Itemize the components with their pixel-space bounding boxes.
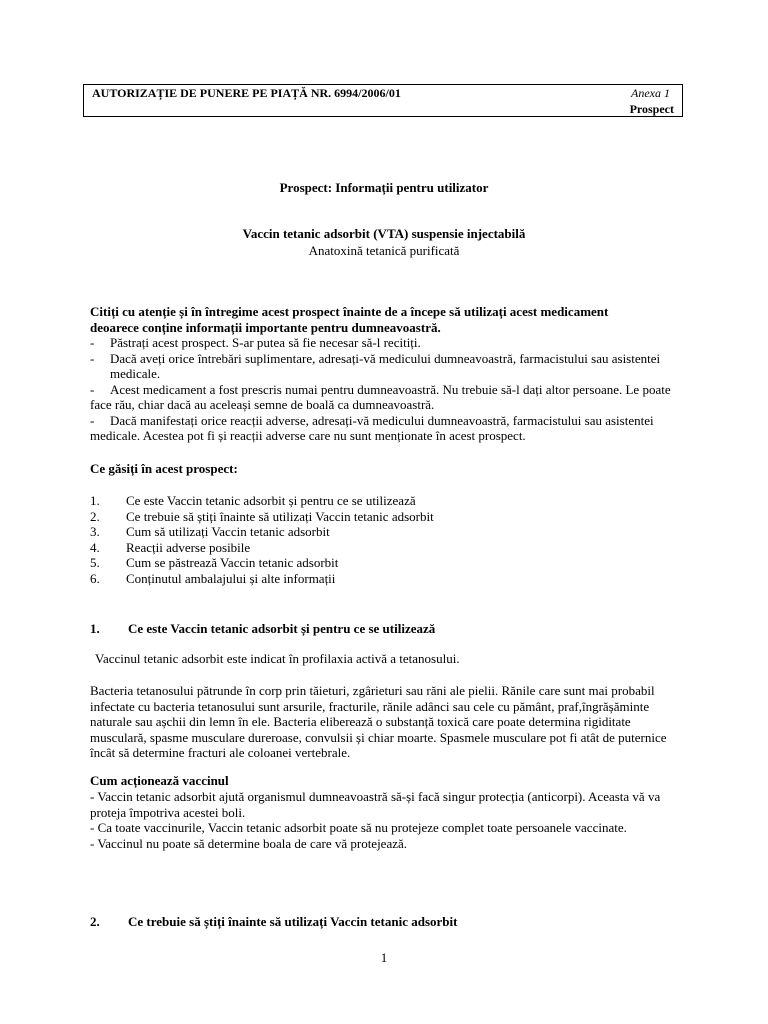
toc-text: Cum să utilizați Vaccin tetanic adsorbit xyxy=(126,524,330,539)
toc-list xyxy=(90,493,690,586)
list-item-text: Păstrați acest prospect. S-ar putea să fie necesar să-l recitiți. xyxy=(110,335,421,350)
list-dash: - xyxy=(90,381,95,397)
section-2-heading xyxy=(90,914,457,930)
toc-number: 4. xyxy=(90,539,100,555)
toc-number: 1. xyxy=(90,493,100,508)
how-vaccine-works-item: - Vaccin tetanic adsorbit ajută organismul dumneavoastră să-și facă singur protecția (anticorpi). Aceasta vă va proteja împotriva acestei boli. xyxy=(90,789,661,820)
toc-text: Reacții adverse posibile xyxy=(126,539,251,555)
intro-bold-line-1: Citiți cu atenție și în întregime acest prospect înainte de a începe să utilizați acest medicament xyxy=(90,304,609,319)
list-item-text: Acest medicament a fost prescris numai pentru dumneavoastră. Nu trebuie să-l dați altor persoane. Le poate face rău, chiar dacă au aceleași semne de boală ca dumneavoastră. xyxy=(90,381,671,412)
product-subtitle: Anatoxină tetanică purificată xyxy=(308,243,460,258)
list-item xyxy=(90,413,695,444)
product-name: Vaccin tetanic adsorbit (VTA) suspensie injectabilă xyxy=(242,226,526,241)
section-1-number: 1. xyxy=(90,621,100,636)
intro-block xyxy=(90,304,695,444)
prospect-tag: Prospect xyxy=(629,102,674,116)
list-item xyxy=(90,382,695,413)
authorization-number: AUTORIZAȚIE DE PUNERE PE PIAȚĂ NR. 6994/2006/01 xyxy=(92,86,401,100)
how-vaccine-works-item: - Vaccinul nu poate să determine boala de care vă protejează. xyxy=(90,835,408,851)
authorization-header-box xyxy=(83,84,683,117)
annex-label: Anexa 1 xyxy=(631,86,670,100)
section-2-number: 2. xyxy=(90,914,100,929)
toc-number: 2. xyxy=(90,508,100,524)
how-vaccine-works-heading: Cum acționează vaccinul xyxy=(90,773,229,788)
toc-text: Ce trebuie să știți înainte să utilizați Vaccin tetanic adsorbit xyxy=(126,508,434,524)
list-dash: - xyxy=(90,335,95,350)
list-dash: - xyxy=(90,412,95,428)
section-1-heading xyxy=(90,621,435,637)
toc-number: 3. xyxy=(90,524,100,539)
toc-heading: Ce găsiți în acest prospect: xyxy=(90,461,238,476)
toc-item xyxy=(90,555,690,571)
toc-number: 5. xyxy=(90,555,100,570)
toc-item xyxy=(90,540,690,556)
toc-text: Ce este Vaccin tetanic adsorbit și pentru ce se utilizează xyxy=(126,493,416,508)
section-1-paragraph-2: Bacteria tetanosului pătrunde în corp prin tăieturi, zgârieturi sau răni ale pielii. Rănile care sunt mai probabil infectate cu bacteria tetanosului sunt arsurile, fracturile, rănile adânci sau cele cu pământ, praf,îngrășăminte naturale sau așchii din lemn în ele. Bacteria eliberează o substanță toxică care poate determina rigiditate musculară, spasme musculare dureroase, convulsii și chiar moarte. Spasmele musculare pot fi atât de puternice încât să determine fracturi ale coloanei vertebrale. xyxy=(90,683,667,760)
toc-text: Cum se păstrează Vaccin tetanic adsorbit xyxy=(126,555,339,570)
toc-item xyxy=(90,493,690,509)
page-number: 1 xyxy=(380,950,388,965)
toc-text: Conținutul ambalajului și alte informații xyxy=(126,570,336,586)
toc-item xyxy=(90,571,690,587)
toc-item xyxy=(90,509,690,525)
intro-bold-line-2: deoarece conține informații importante pentru dumneavoastră. xyxy=(90,319,441,335)
section-1-paragraph-1: Vaccinul tetanic adsorbit este indicat în profilaxia activă a tetanosului. xyxy=(95,651,460,666)
toc-item xyxy=(90,524,690,540)
how-vaccine-works-item: - Ca toate vaccinurile, Vaccin tetanic adsorbit poate să nu protejeze complet toate persoanele vaccinate. xyxy=(90,820,627,835)
how-vaccine-works-list xyxy=(90,789,680,851)
list-item xyxy=(90,351,695,382)
list-item-text: Dacă aveți orice întrebări suplimentare, adresați-vă medicului dumneavoastră, farmacistului sau asistentei medicale. xyxy=(110,350,661,381)
section-2-title: Ce trebuie să știți înainte să utilizați Vaccin tetanic adsorbit xyxy=(128,914,458,929)
page-title: Prospect: Informații pentru utilizator xyxy=(279,180,489,195)
list-item xyxy=(90,335,695,351)
list-item-text: Dacă manifestați orice reacții adverse, adresați-vă medicului dumneavoastră, farmacistului sau asistentei medicale. Acestea pot fi și reacții adverse care nu sunt menționate în acest prospect. xyxy=(90,412,654,443)
section-1-title: Ce este Vaccin tetanic adsorbit și pentru ce se utilizează xyxy=(128,621,436,636)
toc-number: 6. xyxy=(90,570,100,586)
list-dash: - xyxy=(90,350,95,366)
